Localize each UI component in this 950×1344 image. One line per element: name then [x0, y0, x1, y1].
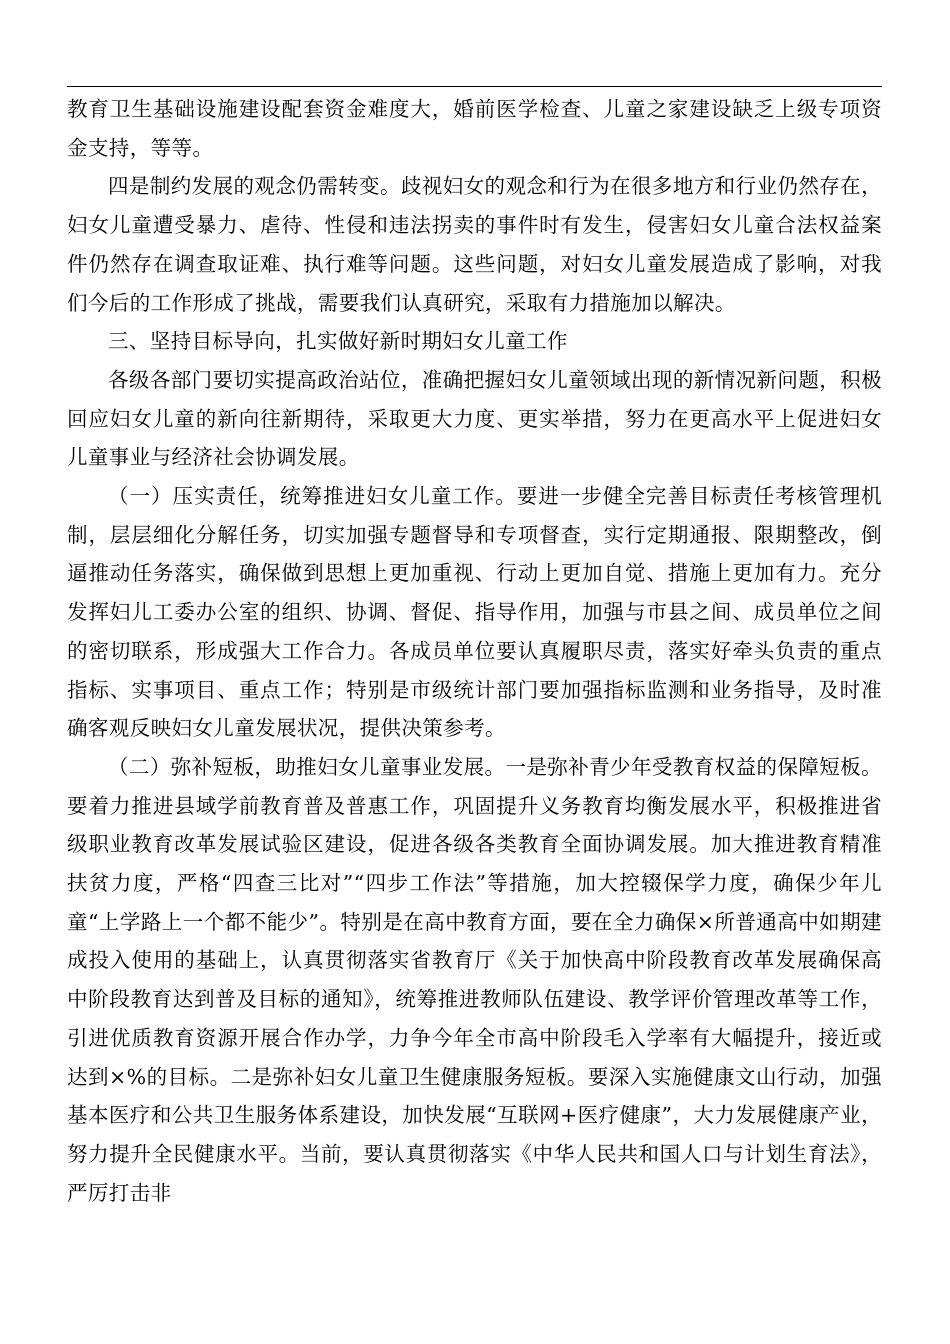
paragraph-shortcomings: （二）弥补短板，助推妇女儿童事业发展。一是弥补青少年受教育权益的保障短板。要着力推进县域学前教育普及普惠工作，巩固提升义务教育均衡发展水平，积极推进省级职业教育改革发展试验区建设，促进各级各类教育全面协调发展。加大推进教育精准扶贫力度，严格“四查三比对”“四步工作法”等措施，加大控辍保学力度，确保少年儿童“上学路上一个都不能少”。特别是在高中教育方面，要在全力确保×所普通高中如期建成投入使用的基础上，认真贯彻落实省教育厅《关于加快高中阶段教育改革发展确保高中阶段教育达到普及目标的通知》，统筹推进教师队伍建设、教学评价管理改革等工作，引进优质教育资源开展合作办学，力争今年全市高中阶段毛入学率有大幅提升，接近或达到×%的目标。二是弥补妇女儿童卫生健康服务短板。要深入实施健康文山行动，加强基本医疗和公共卫生服务体系建设，加快发展“互联网+医疗健康”，大力发展健康产业，努力提升全民健康水平。当前，要认真贯彻落实《中华人民共和国人口与计划生育法》，严厉打击非 — [67, 754, 882, 1205]
paragraph-responsibility: （一）压实责任，统筹推进妇女儿童工作。要进一步健全完善目标责任考核管理机制，层层细化分解任务，切实加强专题督导和专项督查，实行定期通报、限期整改，倒逼推动任务落实，确保做到思想上更加重视、行动上更加自觉、措施上更加有力。充分发挥妇儿工委办公室的组织、协调、督促、指导作用，加强与市县之间、成员单位之间的密切联系，形成强大工作合力。各成员单位要认真履职尽责，落实好牵头负责的重点指标、实事项目、重点工作；特别是市级统计部门要加强指标监测和业务指导，及时准确客观反映妇女儿童发展状况，提供决策参考。 — [67, 484, 882, 741]
header-rule — [67, 86, 882, 87]
document-body — [67, 90, 882, 1212]
paragraph-political-stance: 各级各部门要切实提高政治站位，准确把握妇女儿童领域出现的新情况新问题，积极回应妇女儿童的新向往新期待，采取更大力度、更实举措，努力在更高水平上促进妇女儿童事业与经济社会协调发展。 — [67, 367, 882, 470]
paragraph-continuation: 教育卫生基础设施建设配套资金难度大，婚前医学检查、儿童之家建设缺乏上级专项资金支持，等等。 — [67, 97, 882, 160]
section-heading-three: 三、坚持目标导向，扎实做好新时期妇女儿童工作 — [108, 329, 568, 354]
paragraph-concept-change: 四是制约发展的观念仍需转变。歧视妇女的观念和行为在很多地方和行业仍然存在，妇女儿童遭受暴力、虐待、性侵和违法拐卖的事件时有发生，侵害妇女儿童合法权益案件仍然存在调查取证难、执行难等问题。这些问题，对妇女儿童发展造成了影响，对我们今后的工作形成了挑战，需要我们认真研究，采取有力措施加以解决。 — [67, 174, 882, 315]
